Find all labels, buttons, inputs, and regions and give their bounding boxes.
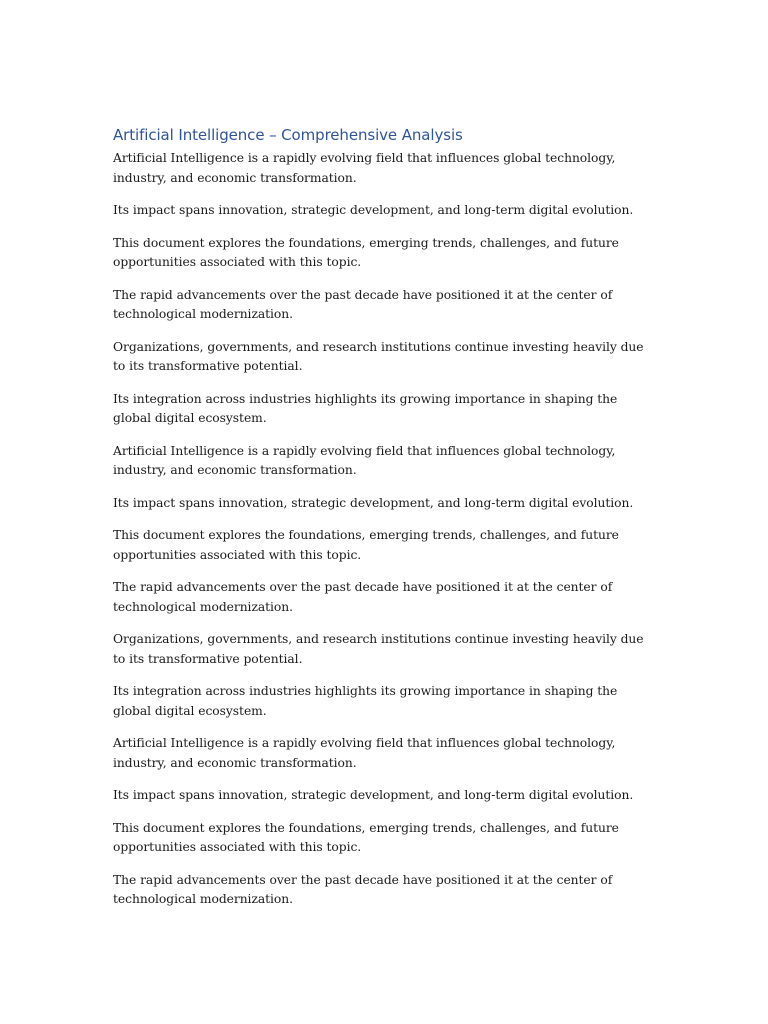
document-page	[113, 124, 658, 923]
document-body	[113, 149, 658, 910]
paragraph: Its impact spans innovation, strategic development, and long-term digital evolution.	[113, 203, 634, 217]
paragraph: Its integration across industries highlights its growing importance in shaping the global digital ecosystem.	[113, 391, 618, 425]
paragraph: Artificial Intelligence is a rapidly evolving field that influences global technology, industry, and economic transformation.	[113, 443, 616, 477]
paragraph: Organizations, governments, and research institutions continue investing heavily due to its transformative potential.	[113, 339, 644, 373]
paragraph: Its integration across industries highlights its growing importance in shaping the global digital ecosystem.	[113, 684, 618, 718]
paragraph: The rapid advancements over the past decade have positioned it at the center of technological modernization.	[113, 872, 613, 906]
paragraph: Its impact spans innovation, strategic development, and long-term digital evolution.	[113, 495, 634, 510]
paragraph: Organizations, governments, and research institutions continue investing heavily due to its transformative potential.	[113, 632, 644, 666]
paragraph: Artificial Intelligence is a rapidly evolving field that influences global technology, industry, and economic transformation.	[113, 151, 616, 185]
paragraph: Artificial Intelligence is a rapidly evolving field that influences global technology, industry, and economic transformation.	[113, 736, 616, 770]
document-title: Artificial Intelligence – Comprehensive Analysis	[113, 126, 463, 144]
paragraph: This document explores the foundations, emerging trends, challenges, and future opportunities associated with this topic.	[113, 528, 619, 562]
paragraph: The rapid advancements over the past decade have positioned it at the center of technological modernization.	[113, 287, 613, 321]
paragraph: The rapid advancements over the past decade have positioned it at the center of technological modernization.	[113, 580, 613, 614]
paragraph: Its impact spans innovation, strategic development, and long-term digital evolution.	[113, 788, 634, 802]
paragraph: This document explores the foundations, emerging trends, challenges, and future opportunities associated with this topic.	[113, 235, 619, 269]
paragraph: This document explores the foundations, emerging trends, challenges, and future opportunities associated with this topic.	[113, 820, 619, 854]
